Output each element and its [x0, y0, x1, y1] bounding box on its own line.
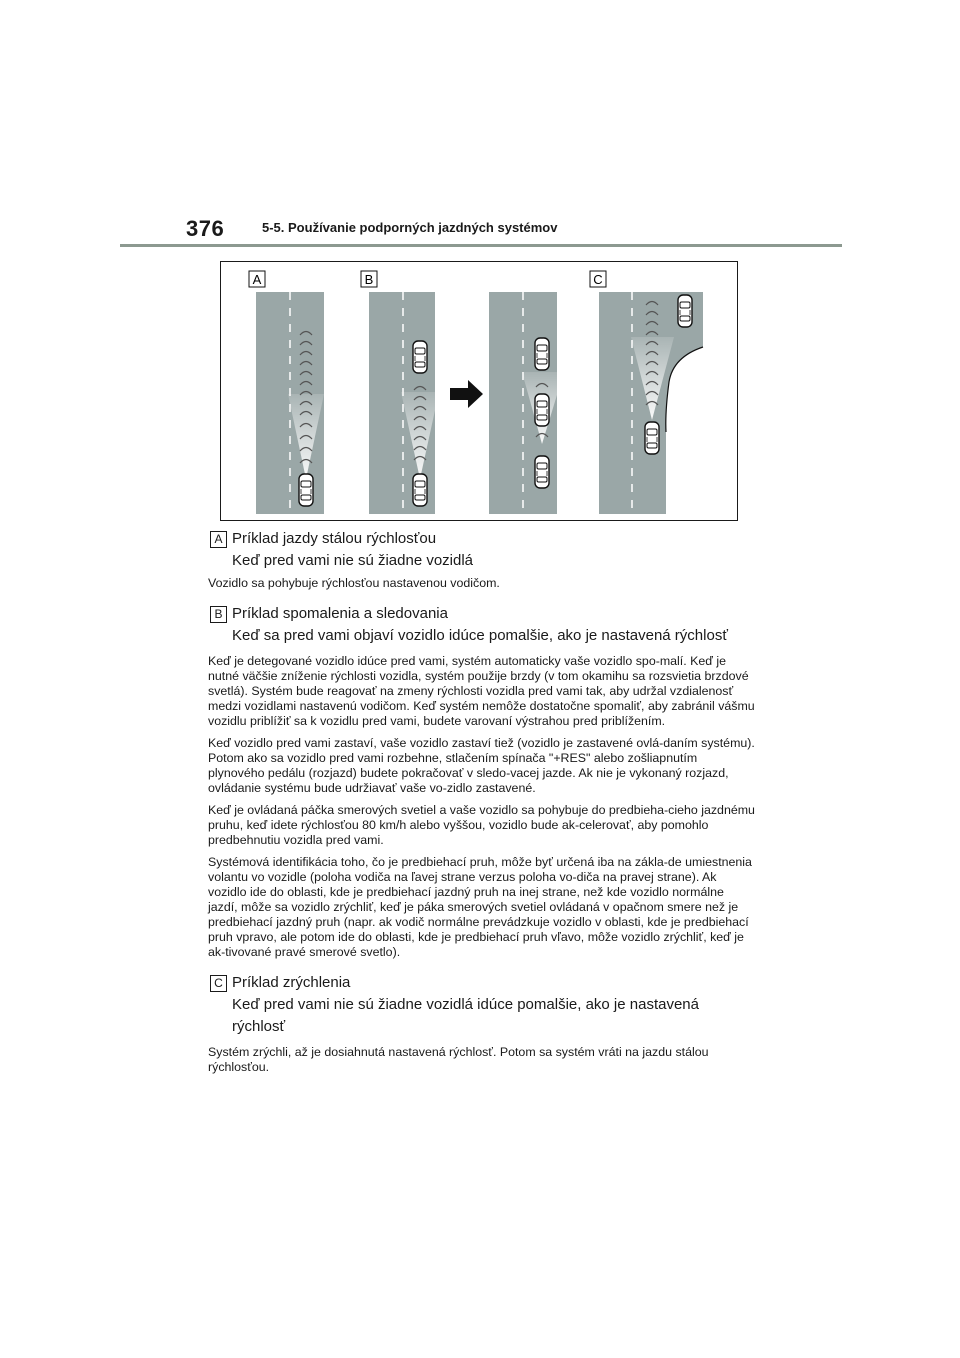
follow-car-b2 [535, 456, 549, 488]
section-a-subtitle: Keď pred vami nie sú žiadne vozidlá [232, 552, 474, 569]
other-car-c [678, 295, 692, 327]
section-a [210, 528, 750, 572]
section-a-tag: A [210, 531, 227, 548]
label-a: A [252, 272, 262, 287]
section-b-text-4: Systémová identifikácia toho, čo je predbiehací pruh, môže byť určená iba na zákla-de umiestnenia volantu vo vozidle (poloha vodiča na ľavej strane verzus poloha vo-diča na pravej strane). Ak vozidlo ide do oblasti, kde je predbiehací jazdný pruh na inej strane, než kde vozidlo normálne jazdí, môže sa vozidlo zrýchliť, keď je páka smerových svetiel ovládaná v opačnom smere než je predbiehací jazdný pruh (napr. ak vodič normálne prevádzkuje vozidlo v oblasti, kde je predbiehací pruh vpravo, ale potom ide do oblasti, kde je predbiehací pruh vľavo, môže vozidlo zrýchliť, keď je ak-tivované pravé smerové svetlo). [208, 855, 752, 959]
own-car-a [299, 474, 313, 506]
section-c-text: Systém zrýchli, až je dosiahnutá nastavená rýchlosť. Potom sa systém vráti na jazdu stálou rýchlosťou. [208, 1045, 709, 1074]
section-c-title: Príklad zrýchlenia [232, 974, 351, 991]
label-a-box [249, 271, 265, 287]
section-b-tag: B [210, 606, 227, 623]
section-c-tag: C [210, 975, 227, 992]
section-b-title: Príklad spomalenia a sledovania [232, 605, 448, 622]
road-c [599, 292, 703, 514]
label-b: B [364, 272, 374, 287]
section-a-text: Vozidlo sa pohybuje rýchlosťou nastavenou vodičom. [208, 576, 500, 590]
transition-arrow [450, 380, 483, 408]
section-b-text-2: Keď vozidlo pred vami zastaví, vaše vozidlo zastaví tiež (vozidlo je zastavené ovlá-daním systému). Potom ako sa vozidlo pred vami rozbehne, stlačením spínača "+RES" alebo zošliapnutím plynového pedálu (rozjazd) budete pokračovať v sledo-vacej jazde. Ak nie je vykonaný rozjazd, ovládanie systému bude udržiavať vaše vo-zidlo zastavené. [208, 736, 755, 795]
content [208, 528, 755, 1075]
section-b-text-1: Keď je detegované vozidlo idúce pred vami, systém automaticky vaše vozidlo spo-malí. Keď je nutné väčšie zníženie rýchlosti vozidla, systém použije brzdy (v tom okamihu sa rozsvietia brzdové svetlá). Systém bude reagovať na zmeny rýchlosti vozidla pred vami tak, aby udržal vzdialenosť medzi vozidlami nastavenú vodičom. Keď systém nemôže dostatočne spomaliť, aby zabránil vášmu vozidlu priblížiť sa k vozidlu pred vami, budete varovaní výstrahou pred priblížením. [208, 654, 755, 728]
lead-car-b2 [535, 338, 549, 370]
label-c-box [590, 271, 606, 287]
lead-car-b [413, 341, 427, 373]
section-c-subtitle: Keď pred vami nie sú žiadne vozidlá idúce pomalšie, ako je nastavená rýchlosť [232, 996, 699, 1035]
acc-figure [220, 261, 738, 521]
own-car-b [413, 474, 427, 506]
page-number: 376 [186, 216, 225, 241]
road-a [256, 292, 324, 514]
road-illustration [221, 262, 737, 520]
label-b-box [361, 271, 377, 287]
label-c: C [593, 272, 603, 287]
header-rule [120, 244, 842, 247]
section-b-text-3: Keď je ovládaná páčka smerových svetiel a vaše vozidlo sa pohybuje do predbieha-cieho jazdnému pruhu, keď idete rýchlosťou 80 km/h alebo vyššou, vozidlo bude ak-celerovať, aby pomohlo predbehnutiu vozidla pred vami. [208, 803, 755, 847]
section-a-title: Príklad jazdy stálou rýchlosťou [232, 530, 437, 547]
section-b [210, 603, 750, 647]
chapter-title: 5-5. Používanie podporných jazdných systémov [262, 220, 558, 235]
road-b2 [489, 292, 564, 514]
section-c [210, 972, 750, 1038]
own-car-c [645, 422, 659, 454]
own-car-b2 [535, 394, 549, 426]
section-b-subtitle: Keď sa pred vami objaví vozidlo idúce pomalšie, ako je nastavená rýchlosť [232, 627, 728, 644]
road-b [369, 292, 439, 514]
